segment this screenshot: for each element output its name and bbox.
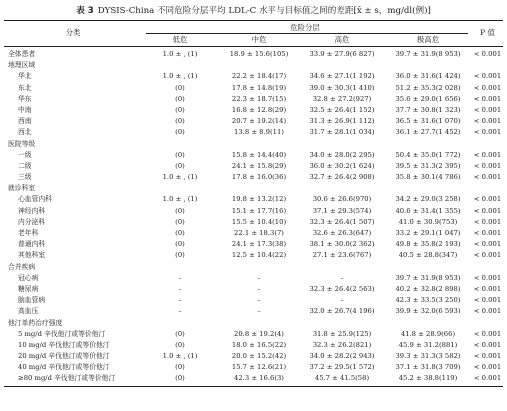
cell-medium: 17.8 ± 16.0(36) [231,173,287,182]
cell-low: (0) [175,340,185,349]
table-title: DYSIS-China 不同危险分层平均 LDL-C 水平与目标值之间的差距[x̄ ± s，mg/dl(例)] [97,6,431,16]
row-label: 东北 [18,83,32,92]
cell-medium: 18.9 ± 15.6(105) [229,50,289,58]
cell-very-high: 34.2 ± 29.0(3 258) [395,195,461,204]
cell-p: < 0.001 [473,105,502,114]
row-label: 老年科 [18,229,39,237]
row-label: 就诊科室 [8,184,36,193]
cell-low: (0) [175,105,185,114]
cell-high: 34.0 ± 28.2(2 943) [309,352,375,361]
cell-medium: 19.8 ± 13.2(12) [231,195,287,204]
header-medium: 中危 [251,35,267,44]
cell-high: 36.0 ± 30.2(1 624) [309,161,375,170]
header-category: 分类 [65,28,81,37]
cell-low: (0) [175,94,185,103]
cell-p: < 0.001 [473,329,502,338]
table-number: 表 3 [76,6,94,16]
row-label: 三级 [18,173,32,182]
table-row [4,60,503,71]
row-label: 冠心病 [18,273,39,282]
row-label: 中南 [18,105,32,114]
cell-p: < 0.001 [473,374,502,383]
cell-p: < 0.001 [473,229,502,237]
cell-high: 31.3 ± 26.9(1 112) [309,117,375,126]
cell-high: – [340,296,344,305]
table-row [4,373,503,384]
cell-high: 38.1 ± 30.0(2 362) [309,240,375,249]
cell-medium: – [257,307,261,316]
cell-very-high: 49.8 ± 35.8(2 193) [395,240,461,249]
cell-p: < 0.001 [473,296,502,305]
row-label: 他汀单药治疗强度 [8,318,63,327]
row-label: 20 mg/d 辛伐他汀或等价他汀 [18,352,110,361]
table-row [4,194,503,205]
cell-p: < 0.001 [473,161,502,170]
cell-medium: 13.8 ± 8.9(11) [234,128,284,137]
cell-medium: 16.8 ± 12.8(29) [231,105,287,114]
cell-p: < 0.001 [473,307,502,316]
table-body [4,49,503,385]
cell-very-high: 45.9 ± 31.2(881) [398,340,458,349]
cell-very-high: 41.8 ± 28.9(66) [400,329,456,338]
cell-very-high: 36.5 ± 31.6(1 070) [395,117,461,126]
cell-low: – [178,273,182,282]
cell-very-high: 39.5 ± 31.3(2 395) [395,161,461,170]
cell-low: 1.0 ± , (1) [162,173,198,182]
row-label: 华北 [18,72,32,81]
cell-medium: 22.3 ± 18.7(15) [231,94,287,103]
table-row [4,228,503,239]
table-row [4,329,503,340]
cell-p: < 0.001 [473,206,502,215]
table-row [4,217,503,228]
cell-p: < 0.001 [473,150,502,159]
row-label: 二级 [18,161,32,170]
table-row [4,172,503,183]
row-label: 内分泌科 [18,217,46,226]
cell-p: < 0.001 [473,173,502,182]
cell-very-high: 39.7 ± 31.9(8 953) [395,50,461,58]
cell-very-high: 37.1 ± 31.8(3 709) [395,363,461,372]
table-row [4,71,503,82]
cell-high: 32.3 ± 26.2(821) [312,340,372,349]
cell-medium: 15.7 ± 12.6(21) [231,363,287,372]
cell-low: – [178,307,182,316]
table-row [4,94,503,105]
cell-p: < 0.001 [473,117,502,126]
cell-very-high: 41.0 ± 30.9(753) [398,217,458,226]
table-row [4,306,503,317]
risk-group-rule [146,33,468,34]
row-label: 合并疾病 [8,262,36,271]
bottom-rule [4,386,503,387]
cell-high: 31.7 ± 28.1(1 034) [309,128,375,137]
table-row [4,351,503,362]
cell-high: 32.6 ± 26.3(647) [312,229,372,237]
table-row [4,318,503,329]
row-label: 高血压 [18,307,39,316]
cell-high: – [340,273,344,282]
cell-low: (0) [175,251,185,260]
cell-very-high: 37.7 ± 30.8(1 323) [395,105,461,114]
cell-medium: 15.8 ± 14.4(40) [231,150,287,159]
cell-low: 1.0 ± , (1) [162,352,198,361]
header-rule [4,46,503,47]
table-row [4,206,503,217]
cell-very-high: 42.3 ± 33.5(3 250) [395,296,461,305]
cell-low: (0) [175,229,185,237]
cell-very-high: 36.0 ± 31.6(1 424) [395,72,461,81]
cell-p: < 0.001 [473,72,502,81]
cell-medium: 22.1 ± 18.3(7) [234,229,284,237]
cell-medium: – [257,296,261,305]
cell-p: < 0.001 [473,83,502,92]
cell-high: 32.3 ± 26.4(2 563) [309,284,375,293]
table-row [4,362,503,373]
header-very-high: 极高危 [416,35,440,44]
cell-high: 37.1 ± 29.3(574) [312,206,372,215]
cell-p: < 0.001 [473,240,502,249]
cell-low: – [178,284,182,293]
cell-low: (0) [175,161,185,170]
cell-high: 39.0 ± 30.3(1 410) [309,83,375,92]
table-row [4,161,503,172]
cell-low: (0) [175,329,185,338]
cell-very-high: 36.1 ± 27.7(1 452) [395,128,461,137]
cell-very-high: 45.2 ± 38.8(119) [398,374,458,383]
cell-high: 27.1 ± 23.6(767) [312,251,372,260]
table-row [4,127,503,138]
cell-high: 32.8 ± 27.2(927) [312,94,372,103]
cell-very-high: 50.4 ± 35.0(1 772) [395,150,461,159]
row-label: 华东 [18,94,32,103]
header-high: 高危 [334,35,350,44]
cell-medium: 18.0 ± 16.5(22) [231,340,287,349]
cell-medium: 20.0 ± 15.2(42) [231,352,287,361]
cell-low: – [178,296,182,305]
row-label: ≥80 mg/d 辛伐他汀或等价他汀 [18,374,116,383]
table-row [4,49,503,60]
row-label: 神经内科 [18,206,46,215]
table-row [4,273,503,284]
cell-p: < 0.001 [473,50,502,58]
top-rule [4,20,503,21]
cell-very-high: 35.8 ± 30.1(4 786) [395,173,461,182]
cell-high: 45.7 ± 41.5(58) [314,374,370,383]
table-row [4,116,503,127]
table-row [4,340,503,351]
table-row [4,250,503,261]
cell-low: (0) [175,217,185,226]
cell-medium: 12.5 ± 10.4(22) [231,251,287,260]
cell-very-high: 39.7 ± 31.9(8 953) [395,273,461,282]
cell-low: (0) [175,206,185,215]
table-row [4,150,503,161]
cell-medium: 17.8 ± 14.8(19) [231,83,287,92]
cell-p: < 0.001 [473,352,502,361]
row-label: 西北 [18,128,32,137]
cell-medium: 15.5 ± 10.4(10) [231,217,287,226]
cell-p: < 0.001 [473,94,502,103]
table-row [4,83,503,94]
cell-very-high: 40.5 ± 28.8(347) [398,251,458,260]
cell-p: < 0.001 [473,251,502,260]
row-label: 40 mg/d 辛伐他汀或等价他汀 [18,363,110,372]
cell-high: 32.7 ± 26.4(2 908) [309,173,375,182]
row-label: 医院等级 [8,139,36,148]
cell-low: (0) [175,117,185,126]
cell-p: < 0.001 [473,284,502,293]
row-label: 西南 [18,117,32,126]
cell-high: 34.6 ± 27.1(1 192) [309,72,375,81]
table-caption [0,4,507,16]
table-row [4,239,503,250]
cell-low: 1.0 ± , (1) [162,195,198,204]
header-low: 低危 [172,35,188,44]
row-label: 糖尿病 [18,284,39,293]
cell-high: 32.5 ± 26.4(1 152) [309,105,375,114]
cell-medium: 42.3 ± 16.6(3) [234,374,284,383]
row-label: 脑血管病 [18,296,46,305]
cell-high: 33.9 ± 27.9(6 827) [309,50,375,58]
cell-very-high: 40.2 ± 32.8(2 898) [395,284,461,293]
row-label: 心血管内科 [18,195,52,204]
cell-p: < 0.001 [473,195,502,204]
cell-low: (0) [175,363,185,372]
cell-low: 1.0 ± , (1) [162,50,198,58]
row-label: 10 mg/d 辛伐他汀或等价他汀 [18,340,110,349]
cell-very-high: 33.2 ± 29.1(1 047) [395,229,461,237]
cell-medium: 15.1 ± 17.7(16) [231,206,287,215]
cell-low: 1.0 ± , (1) [162,72,198,81]
table-row [4,183,503,194]
header-p-value: P 值 [480,28,495,37]
cell-p: < 0.001 [473,363,502,372]
row-label: 一级 [18,150,32,159]
cell-low: (0) [175,128,185,137]
table-row [4,295,503,306]
cell-very-high: 51.2 ± 35.3(2 028) [395,83,461,92]
cell-medium: 24.1 ± 17.3(38) [231,240,287,249]
table-row [4,139,503,150]
row-label: 普通内科 [18,240,46,249]
cell-p: < 0.001 [473,340,502,349]
row-label: 5 mg/d 辛伐他汀或等价他汀 [18,329,106,338]
cell-medium: 20.8 ± 19.2(4) [234,329,284,338]
cell-medium: 22.2 ± 18.4(17) [231,72,287,81]
cell-very-high: 35.6 ± 29.0(1 656) [395,94,461,103]
cell-medium: 20.7 ± 19.2(14) [231,117,287,126]
cell-medium: – [257,284,261,293]
cell-high: 34.0 ± 28.0(2 295) [309,150,375,159]
cell-low: (0) [175,240,185,249]
cell-high: 32.0 ± 26.7(4 196) [309,307,375,316]
cell-very-high: 39.3 ± 31.3(3 582) [395,352,461,361]
cell-p: < 0.001 [473,273,502,282]
cell-high: 30.6 ± 26.6(970) [312,195,372,204]
cell-p: < 0.001 [473,217,502,226]
table-row [4,262,503,273]
cell-high: 37.2 ± 29.5(1 572) [309,363,375,372]
cell-low: (0) [175,83,185,92]
cell-high: 32.3 ± 26.4(1 507) [309,217,375,226]
cell-very-high: 40.6 ± 31.4(1 355) [395,206,461,215]
row-label: 全体患者 [8,50,36,58]
cell-low: (0) [175,374,185,383]
cell-p: < 0.001 [473,128,502,137]
row-label: 地理区域 [8,61,36,70]
cell-medium: – [257,273,261,282]
cell-very-high: 39.9 ± 32.0(6 593) [395,307,461,316]
cell-low: (0) [175,150,185,159]
cell-medium: 24.1 ± 15.8(29) [231,161,287,170]
table-row [4,284,503,295]
header-risk-group: 危险分层 [290,23,320,32]
table-row [4,105,503,116]
row-label: 其他科室 [18,251,46,260]
cell-high: 31.8 ± 25.9(125) [312,329,372,338]
